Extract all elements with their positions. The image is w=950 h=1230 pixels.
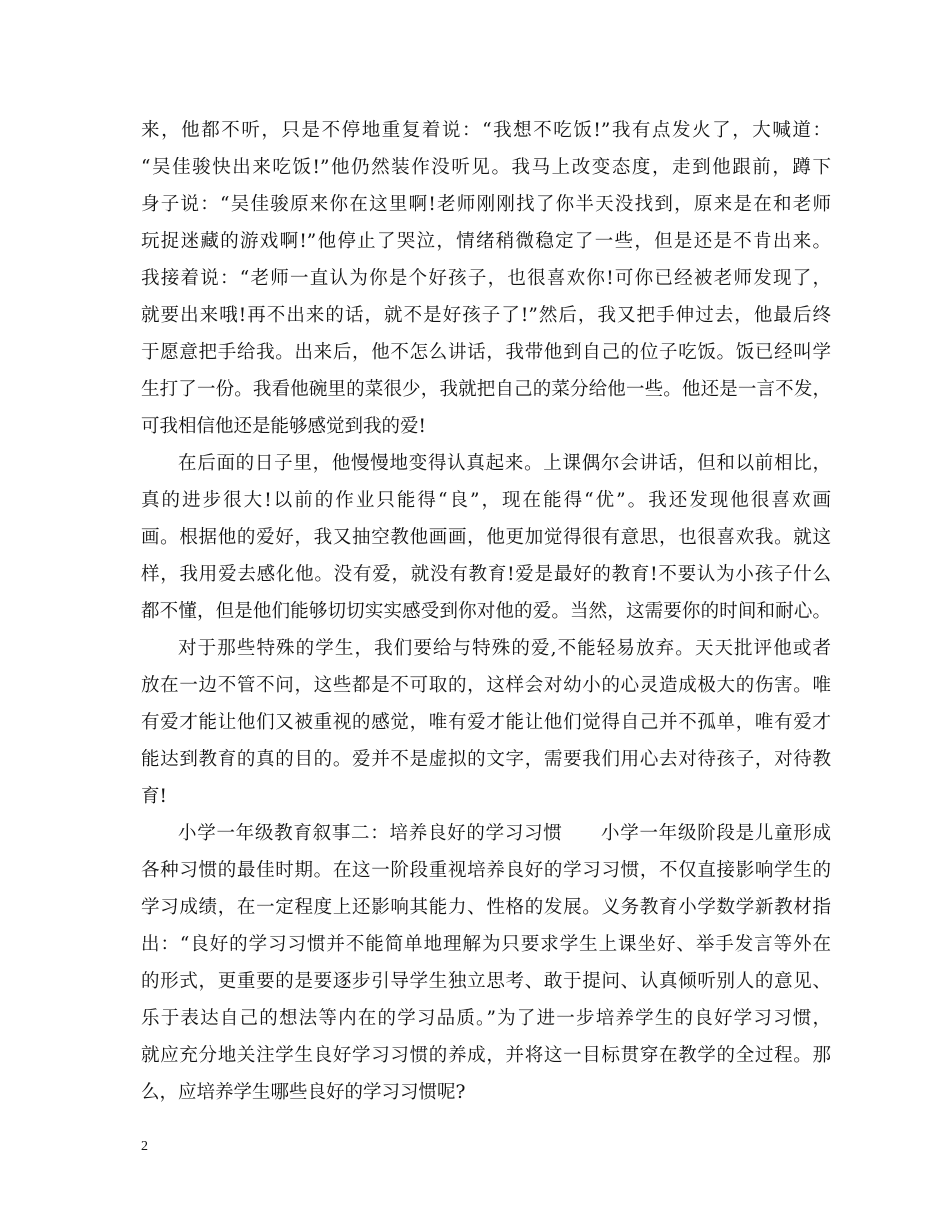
text-line: 小学一年级教育叙事二：培养良好的学习习惯 小学一年级阶段是儿童形成 [178, 823, 831, 844]
paragraph-4 [141, 815, 831, 1111]
text-line: 就应充分地关注学生良好学习习惯的养成，并将这一目标贯穿在教学的全过程。那 [141, 1045, 831, 1066]
text-line: 生打了一份。我看他碗里的菜很少，我就把自己的菜分给他一些。他还是一言不发， [141, 379, 831, 400]
text-line: 在后面的日子里，他慢慢地变得认真起来。上课偶尔会讲话，但和以前相比， [178, 453, 831, 474]
paragraph-3 [141, 630, 831, 815]
text-line: 能达到教育的真的目的。爱并不是虚拟的文字，需要我们用心去对待孩子，对待教 [141, 749, 831, 770]
text-line: 育! [141, 786, 167, 807]
text-line: 玩捉迷藏的游戏啊!”他停止了哭泣，情绪稍微稳定了一些，但是还是不肯出来。 [141, 231, 831, 252]
text-line: 身子说：“吴佳骏原来你在这里啊!老师刚刚找了你半天没找到，原来是在和老师 [141, 194, 831, 215]
text-line: 可我相信他还是能够感觉到我的爱! [141, 416, 426, 437]
text-line: 画。根据他的爱好，我又抽空教他画画，他更加觉得很有意思，也很喜欢我。就这 [141, 527, 831, 548]
text-line: 对于那些特殊的学生，我们要给与特殊的爱,不能轻易放弃。天天批评他或者 [178, 638, 831, 659]
text-line: 乐于表达自己的想法等内在的学习品质。”为了进一步培养学生的良好学习习惯， [141, 1008, 831, 1029]
text-line: “吴佳骏快出来吃饭!”他仍然装作没听见。我马上改变态度，走到他跟前，蹲下 [141, 157, 831, 178]
text-line: 出：“良好的学习习惯并不能简单地理解为只要求学生上课坐好、举手发言等外在 [141, 934, 831, 955]
text-line: 就要出来哦!再不出来的话，就不是好孩子了!”然后，我又把手伸过去，他最后终 [141, 305, 831, 326]
text-line: 学习成绩，在一定程度上还影响其能力、性格的发展。义务教育小学数学新教材指 [141, 897, 831, 918]
text-line: 来，他都不听，只是不停地重复着说：“我想不吃饭!”我有点发火了，大喊道： [141, 120, 831, 141]
text-line: 的形式，更重要的是要逐步引导学生独立思考、敢于提问、认真倾听别人的意见、 [141, 971, 831, 992]
text-line: 么，应培养学生哪些良好的学习习惯呢? [141, 1082, 466, 1103]
document-body [141, 112, 831, 1111]
page-number: 2 [141, 1139, 148, 1154]
text-line: 都不懂，但是他们能够切切实实感受到你对他的爱。当然，这需要你的时间和耐心。 [141, 601, 831, 622]
text-line: 放在一边不管不问，这些都是不可取的，这样会对幼小的心灵造成极大的伤害。唯 [141, 675, 831, 696]
text-line: 有爱才能让他们又被重视的感觉，唯有爱才能让他们觉得自己并不孤单，唯有爱才 [141, 712, 831, 733]
text-line: 真的进步很大!以前的作业只能得“良”，现在能得“优”。我还发现他很喜欢画 [141, 490, 831, 511]
text-line: 各种习惯的最佳时期。在这一阶段重视培养良好的学习习惯，不仅直接影响学生的 [141, 860, 831, 881]
text-line: 我接着说：“老师一直认为你是个好孩子，也很喜欢你!可你已经被老师发现了， [141, 268, 831, 289]
text-line: 样，我用爱去感化他。没有爱，就没有教育!爱是最好的教育!不要认为小孩子什么 [141, 564, 831, 585]
text-line: 于愿意把手给我。出来后，他不怎么讲话，我带他到自己的位子吃饭。饭已经叫学 [141, 342, 831, 363]
paragraph-2 [141, 445, 831, 630]
paragraph-1 [141, 112, 831, 445]
